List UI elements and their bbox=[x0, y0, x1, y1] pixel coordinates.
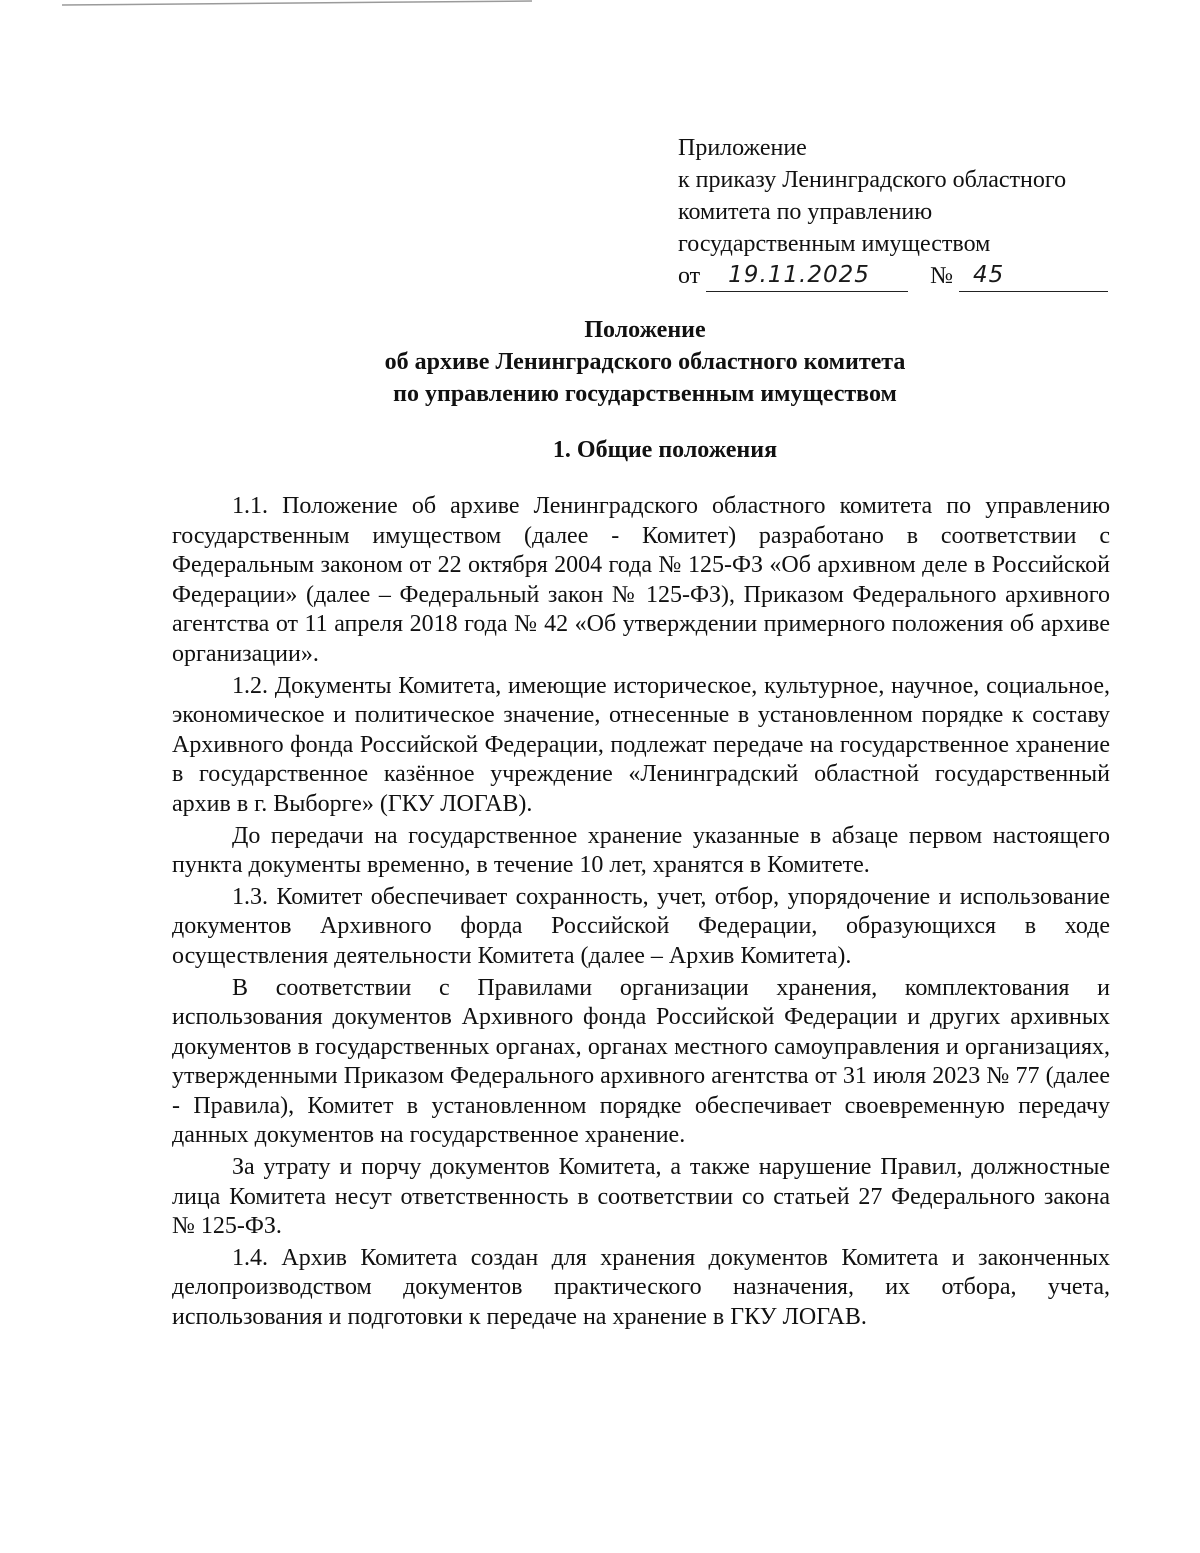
paragraph-1-2-note: До передачи на государственное хранение указанные в абзаце первом настоящего пункта документы временно, в течение 10 лет, хранятся в Комитете. bbox=[172, 822, 1110, 879]
date-field bbox=[706, 263, 908, 292]
title-line-2: об архиве Ленинградского областного комитета bbox=[384, 349, 906, 375]
paragraph-1-4: 1.4. Архив Комитета создан для хранения документов Комитета и законченных делопроизводством документов практического назначения, их отбора, учета, использования и подготовки к передаче на хранение в ГКУ ЛОГАВ. bbox=[172, 1244, 1110, 1331]
scan-edge-mark bbox=[62, 0, 532, 6]
handwritten-date: 19.11.2025 bbox=[728, 262, 870, 288]
paragraph-1-1: 1.1. Положение об архиве Ленинградского областного комитета по управлению государственным имуществом (далее - Комитет) разработано в соответствии с Федеральным законом от 22 октября 2004 года № 125-ФЗ «Об архивном деле в Российской Федерации» (далее – Федеральный закон № 125-ФЗ), Приказом Федерального архивного агентства от 11 апреля 2018 года № 42 «Об утверждении примерного положения об архиве организации». bbox=[172, 493, 1110, 667]
appendix-property: государственным имуществом bbox=[678, 231, 991, 257]
number-field bbox=[959, 263, 1108, 292]
paragraph-1-2: 1.2. Документы Комитета, имеющие историческое, культурное, научное, социальное, экономическое и политическое значение, отнесенные в установленном порядке к составу Архивного фонда Российской Федерации, подлежат передаче на государственное хранение в государственное казённое учреждение «Ленинградский областной государственный архив в г. Выборге» (ГКУ ЛОГАВ). bbox=[172, 672, 1110, 817]
number-sign: № bbox=[930, 263, 953, 289]
paragraph-1-3: 1.3. Комитет обеспечивает сохранность, учет, отбор, упорядочение и использование документов Архивного форда Российской Федерации, образующихся в ходе осуществления деятельности Комитета (далее – Архив Комитета). bbox=[172, 883, 1110, 969]
document-title bbox=[0, 314, 1200, 410]
document-body bbox=[172, 492, 1110, 1335]
paragraph-1-3-liability: За утрату и порчу документов Комитета, а также нарушение Правил, должностные лица Комитета несут ответственность в соответствии со статьей 27 Федерального закона № 125-ФЗ. bbox=[172, 1154, 1110, 1240]
paragraph-1-3-rules: В соответствии с Правилами организации хранения, комплектования и использования документов Архивного фонда Российской Федерации и других архивных документов в государственных органах, органах местного самоуправления и организациях, утвержденными Приказом Федерального архивного агентства от 31 июля 2023 № 77 (далее - Правила), Комитет в установленном порядке обеспечивает своевременную передачу данных документов на государственное хранение. bbox=[172, 974, 1110, 1149]
appendix-order-ref: к приказу Ленинградского областного bbox=[678, 167, 1067, 193]
date-prefix: от bbox=[678, 263, 701, 289]
title-line-1: Положение bbox=[584, 317, 706, 343]
section-heading: 1. Общие положения bbox=[552, 437, 778, 463]
appendix-block bbox=[678, 132, 1108, 292]
handwritten-number: 45 bbox=[973, 262, 1005, 288]
order-date-number-line bbox=[678, 260, 1108, 292]
appendix-heading: Приложение bbox=[678, 135, 807, 161]
appendix-committee: комитета по управлению bbox=[678, 199, 933, 225]
title-line-3: по управлению государственным имуществом bbox=[393, 381, 897, 407]
